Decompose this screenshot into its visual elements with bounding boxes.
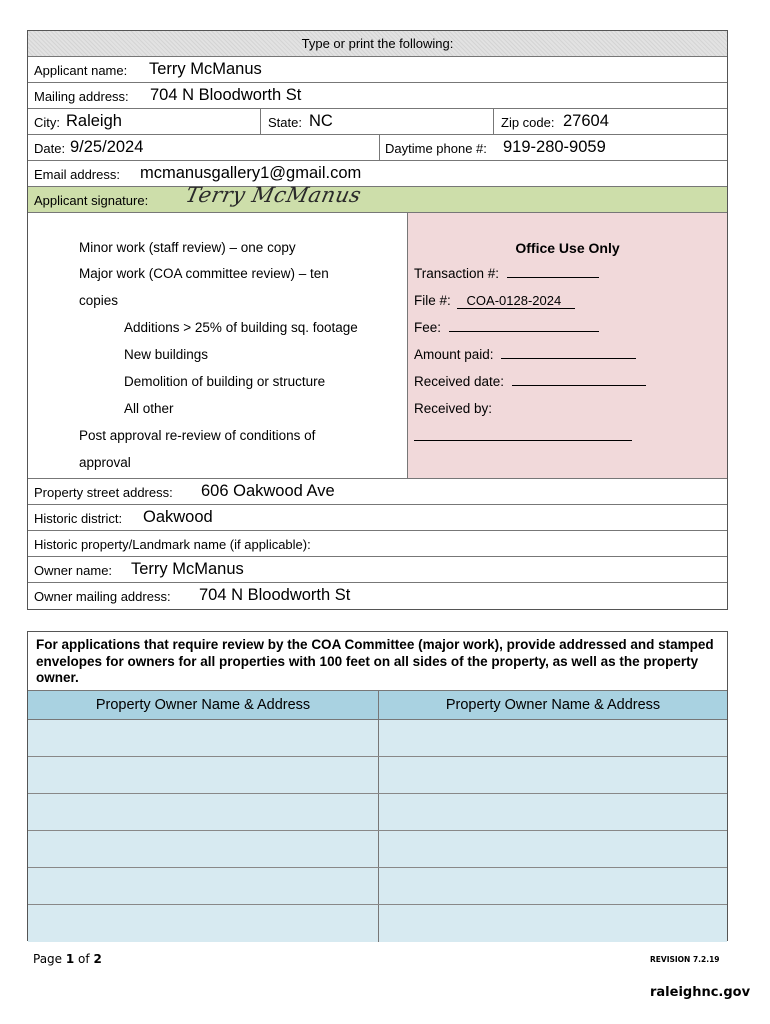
post-approval-option[interactable]: Post approval re-review of conditions of [79, 428, 316, 443]
received-date-label: Received date: [414, 374, 505, 389]
divider [378, 794, 379, 830]
page-of: of [74, 952, 94, 966]
office-use-panel [407, 213, 727, 478]
fee-label: Fee: [414, 320, 442, 335]
historic-district-field[interactable]: Oakwood [143, 508, 213, 526]
zip-field[interactable]: 27604 [563, 112, 609, 130]
property-street-label: Property street address: [34, 485, 173, 500]
transaction-line [414, 266, 599, 281]
applicant-name-label: Applicant name: [34, 63, 128, 78]
state-label: State: [268, 115, 302, 130]
received-by-line [414, 401, 492, 416]
received-by-label: Received by: [414, 401, 493, 416]
owner-envelopes-section [27, 631, 728, 941]
landmark-name-row[interactable] [28, 531, 727, 557]
owners-column-header: Property Owner Name & Address [95, 697, 311, 713]
amount-paid-label: Amount paid: [414, 347, 494, 362]
phone-label: Daytime phone #: [385, 141, 487, 156]
divider [378, 720, 379, 756]
owner-mailing-label: Owner mailing address: [34, 589, 171, 604]
owner-mailing-field[interactable]: 704 N Bloodworth St [199, 586, 351, 604]
demolition-option[interactable]: Demolition of building or structure [124, 374, 326, 389]
email-label: Email address: [34, 167, 120, 182]
page-total: 2 [93, 952, 102, 966]
owners-column-header: Property Owner Name & Address [445, 697, 661, 713]
signature-row[interactable] [28, 183, 727, 213]
divider [378, 868, 379, 904]
table-row[interactable] [28, 757, 727, 794]
historic-district-label: Historic district: [34, 511, 123, 526]
fee-field[interactable] [449, 321, 599, 332]
signature-label: Applicant signature: [34, 193, 149, 208]
city-state-zip-row [28, 109, 727, 135]
city-label: City: [34, 115, 60, 130]
transaction-label: Transaction #: [414, 266, 500, 281]
table-row[interactable] [28, 720, 727, 757]
form-header-title: Type or print the following: [301, 36, 454, 51]
received-by-field[interactable] [414, 440, 632, 441]
page-prefix: Page [33, 952, 66, 966]
date-phone-row [28, 135, 727, 161]
received-date-line [414, 374, 646, 389]
owner-name-label: Owner name: [34, 563, 113, 578]
applicant-signature[interactable]: Terry McManus [183, 183, 364, 207]
amount-paid-field[interactable] [501, 348, 636, 359]
revision-label: REVISION 7.2.19 [650, 955, 720, 964]
all-other-option[interactable]: All other [124, 401, 174, 416]
new-buildings-option[interactable]: New buildings [124, 347, 209, 362]
form-header [28, 31, 727, 57]
additions-option[interactable]: Additions > 25% of building sq. footage [124, 320, 358, 335]
landmark-name-label: Historic property/Landmark name (if applicable): [34, 537, 311, 552]
major-work-option[interactable]: Major work (COA committee review) – ten [79, 266, 329, 281]
divider [378, 905, 379, 942]
owner-mailing-row[interactable] [28, 583, 727, 609]
table-row[interactable] [28, 831, 727, 868]
zip-label: Zip code: [501, 115, 555, 130]
divider [378, 691, 379, 719]
received-date-field[interactable] [512, 375, 646, 386]
mailing-address-label: Mailing address: [34, 89, 129, 104]
website-link[interactable]: raleighnc.gov [650, 985, 751, 1000]
transaction-field[interactable] [507, 267, 599, 278]
divider [378, 757, 379, 793]
divider [379, 135, 380, 160]
divider [378, 831, 379, 867]
page-number [33, 952, 102, 966]
email-row[interactable] [28, 161, 727, 187]
post-approval-option-cont: approval [79, 455, 131, 470]
mailing-address-row[interactable] [28, 83, 727, 109]
table-row[interactable] [28, 868, 727, 905]
review-type-list [28, 213, 407, 478]
owners-table-header [28, 691, 727, 720]
table-row[interactable] [28, 905, 727, 942]
table-row[interactable] [28, 794, 727, 831]
historic-district-row[interactable] [28, 505, 727, 531]
date-field[interactable]: 9/25/2024 [70, 138, 144, 156]
review-section [28, 213, 727, 479]
minor-work-option[interactable]: Minor work (staff review) – one copy [79, 240, 296, 255]
email-field[interactable]: mcmanusgallery1@gmail.com [140, 164, 362, 182]
amount-paid-line [414, 347, 636, 362]
file-label: File #: [414, 293, 451, 308]
application-form [27, 30, 728, 610]
page-current: 1 [65, 952, 75, 966]
mailing-address-field[interactable]: 704 N Bloodworth St [150, 86, 302, 104]
divider [493, 109, 494, 134]
applicant-name-field[interactable]: Terry McManus [149, 60, 262, 78]
phone-field[interactable]: 919-280-9059 [503, 138, 606, 156]
city-field[interactable]: Raleigh [66, 112, 122, 130]
applicant-name-row[interactable] [28, 57, 727, 83]
file-line [414, 293, 575, 309]
property-street-field[interactable]: 606 Oakwood Ave [201, 482, 335, 500]
fee-line [414, 320, 599, 335]
office-use-title: Office Use Only [515, 240, 620, 256]
major-work-option-cont: copies [79, 293, 119, 308]
envelope-notice: For applications that require review by the COA Committee (major work), provide addressed and stamped envelopes for owners for all properties with 100 feet on all sides of the property, as well as the property owner. [28, 632, 727, 691]
divider [260, 109, 261, 134]
owner-name-field[interactable]: Terry McManus [131, 560, 244, 578]
property-street-row[interactable] [28, 479, 727, 505]
state-field[interactable]: NC [309, 112, 333, 130]
owner-name-row[interactable] [28, 557, 727, 583]
owners-table-body [28, 720, 727, 942]
date-label: Date: [34, 141, 66, 156]
file-number-field[interactable]: COA-0128-2024 [457, 293, 576, 309]
